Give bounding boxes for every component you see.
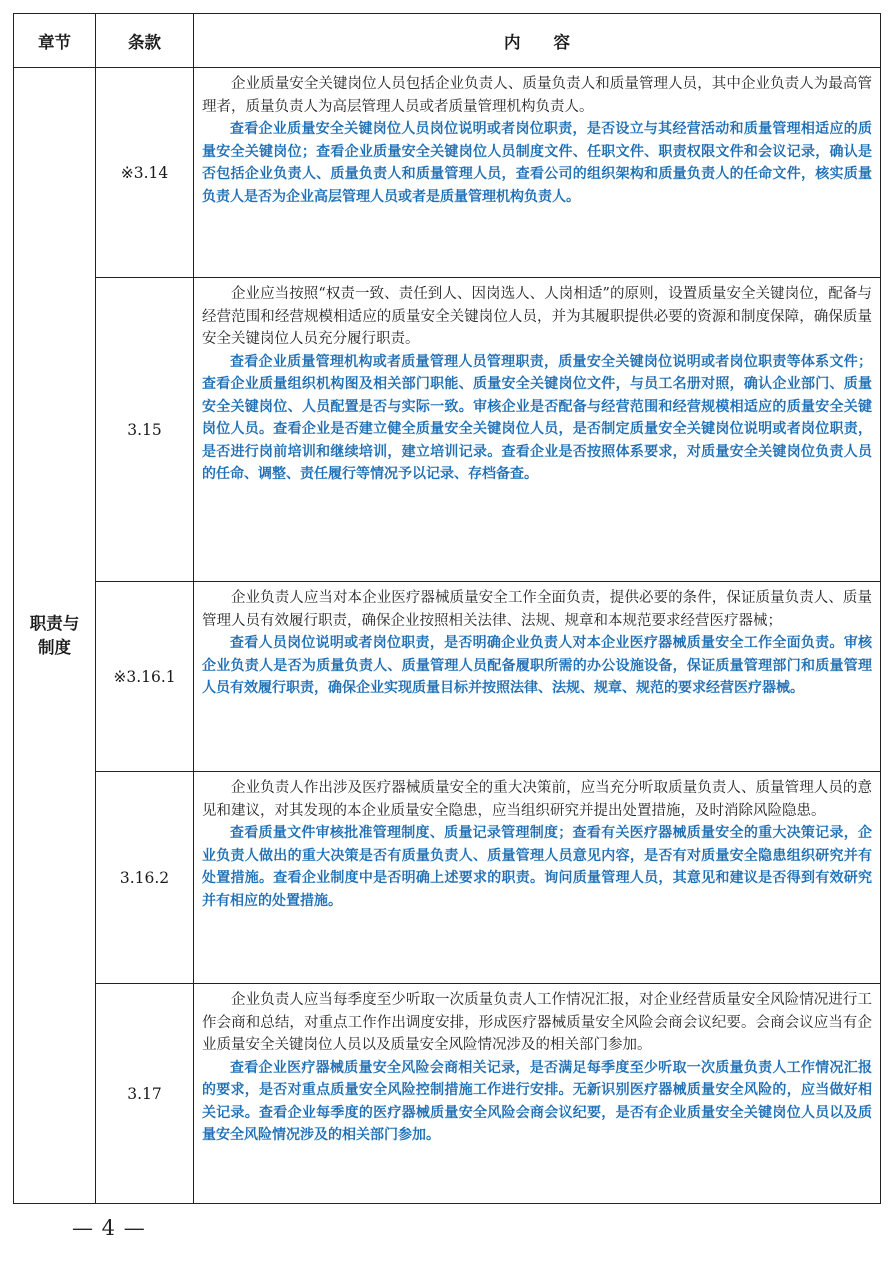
header-content: 内 容 <box>194 14 881 68</box>
chapter-label-line2: 制度 <box>38 637 71 657</box>
regulation-table <box>13 13 881 1204</box>
requirement-text: 企业负责人应当对本企业医疗器械质量安全工作全面负责，提供必要的条件，保证质量负责人、质量管理人员有效履行职责，确保企业按照相关法律、法规、规章和本规范要求经营医疗器械； <box>202 590 872 629</box>
table-row <box>14 278 881 582</box>
clause-number: ※3.16.1 <box>96 582 194 772</box>
table-row <box>14 582 881 772</box>
content-cell <box>194 582 881 772</box>
requirement-text: 企业负责人应当每季度至少听取一次质量负责人工作情况汇报，对企业经营质量安全风险情况进行工作会商和总结，对重点工作作出调度安排，形成医疗器械质量安全风险会商会议纪要。会商会议应当有企业质量安全关键岗位人员以及质量安全风险情况涉及的相关部门参加。 <box>202 992 872 1053</box>
clause-number: 3.17 <box>96 984 194 1204</box>
requirement-text: 企业质量安全关键岗位人员包括企业负责人、质量负责人和质量管理人员，其中企业负责人为最高管理者，质量负责人为高层管理人员或者质量管理机构负责人。 <box>202 76 872 115</box>
check-method-text: 查看人员岗位说明或者岗位职责，是否明确企业负责人对本企业医疗器械质量安全工作全面负责。审核企业负责人是否为质量负责人、质量管理人员配备履职所需的办公设施设备，保证质量管理部门和质量管理人员有效履行职责，确保企业实现质量目标并按照法律、法规、规章、规范的要求经营医疗器械。 <box>202 635 872 696</box>
chapter-cell <box>14 68 96 1204</box>
check-method-text: 查看企业质量安全关键岗位人员岗位说明或者岗位职责，是否设立与其经营活动和质量管理相适应的质量安全关键岗位；查看企业质量安全关键岗位人员制度文件、任职文件、职责权限文件和会议记录，确认是否包括企业负责人、质量负责人和质量管理人员，查看公司的组织架构和质量负责人的任命文件，核实质量负责人是否为企业高层管理人员或者是质量管理机构负责人。 <box>202 121 872 205</box>
table-row <box>14 772 881 984</box>
content-cell <box>194 278 881 582</box>
requirement-text: 企业负责人作出涉及医疗器械质量安全的重大决策前，应当充分听取质量负责人、质量管理人员的意见和建议，对其发现的本企业质量安全隐患，应当组织研究并提出处置措施，及时消除风险隐患。 <box>202 780 872 819</box>
header-clause: 条款 <box>96 14 194 68</box>
content-cell <box>194 772 881 984</box>
clause-number: 3.16.2 <box>96 772 194 984</box>
clause-number: 3.15 <box>96 278 194 582</box>
check-method-text: 查看企业医疗器械质量安全风险会商相关记录，是否满足每季度至少听取一次质量负责人工作情况汇报的要求，是否对重点质量安全风险控制措施工作进行安排。无新识别医疗器械质量安全风险的，应当做好相关记录。查看企业每季度的医疗器械质量安全风险会商会议纪要，是否有企业质量安全关键岗位人员以及质量安全风险情况涉及的相关部门参加。 <box>202 1059 872 1143</box>
content-cell <box>194 984 881 1204</box>
check-method-text: 查看企业质量管理机构或者质量管理人员管理职责，质量安全关键岗位说明或者岗位职责等体系文件；查看企业质量组织机构图及相关部门职能、质量安全关键岗位文件，与员工名册对照，确认企业部门、质量安全关键岗位、人员配置是否与实际一致。审核企业是否配备与经营范围和经营规模相适应的质量安全关键岗位人员。查看企业是否建立健全质量安全关键岗位人员，是否制定质量安全关键岗位说明或者岗位职责，是否进行岗前培训和继续培训，建立培训记录。查看企业是否按照体系要求，对质量安全关键岗位负责人员的任命、调整、责任履行等情况予以记录、存档备查。 <box>202 353 872 482</box>
table-row <box>14 984 881 1204</box>
content-cell <box>194 68 881 278</box>
chapter-label-line1: 职责与 <box>29 613 80 633</box>
header-chapter: 章节 <box>14 14 96 68</box>
table-row <box>14 68 881 278</box>
clause-number: ※3.14 <box>96 68 194 278</box>
requirement-text: 企业应当按照“权责一致、责任到人、因岗选人、人岗相适”的原则，设置质量安全关键岗位，配备与经营范围和经营规模相适应的质量安全关键岗位人员，并为其履职提供必要的资源和制度保障，确保质量安全关键岗位人员充分履行职责。 <box>202 286 872 347</box>
table-header-row <box>14 14 881 68</box>
page-number: — 4 — <box>72 1216 146 1240</box>
check-method-text: 查看质量文件审核批准管理制度、质量记录管理制度；查看有关医疗器械质量安全的重大决策记录，企业负责人做出的重大决策是否有质量负责人、质量管理人员意见内容，是否有对质量安全隐患组织研究并有处置措施。查看企业制度中是否明确上述要求的职责。询问质量管理人员，其意见和建议是否得到有效研究并有相应的处置措施。 <box>202 825 872 909</box>
